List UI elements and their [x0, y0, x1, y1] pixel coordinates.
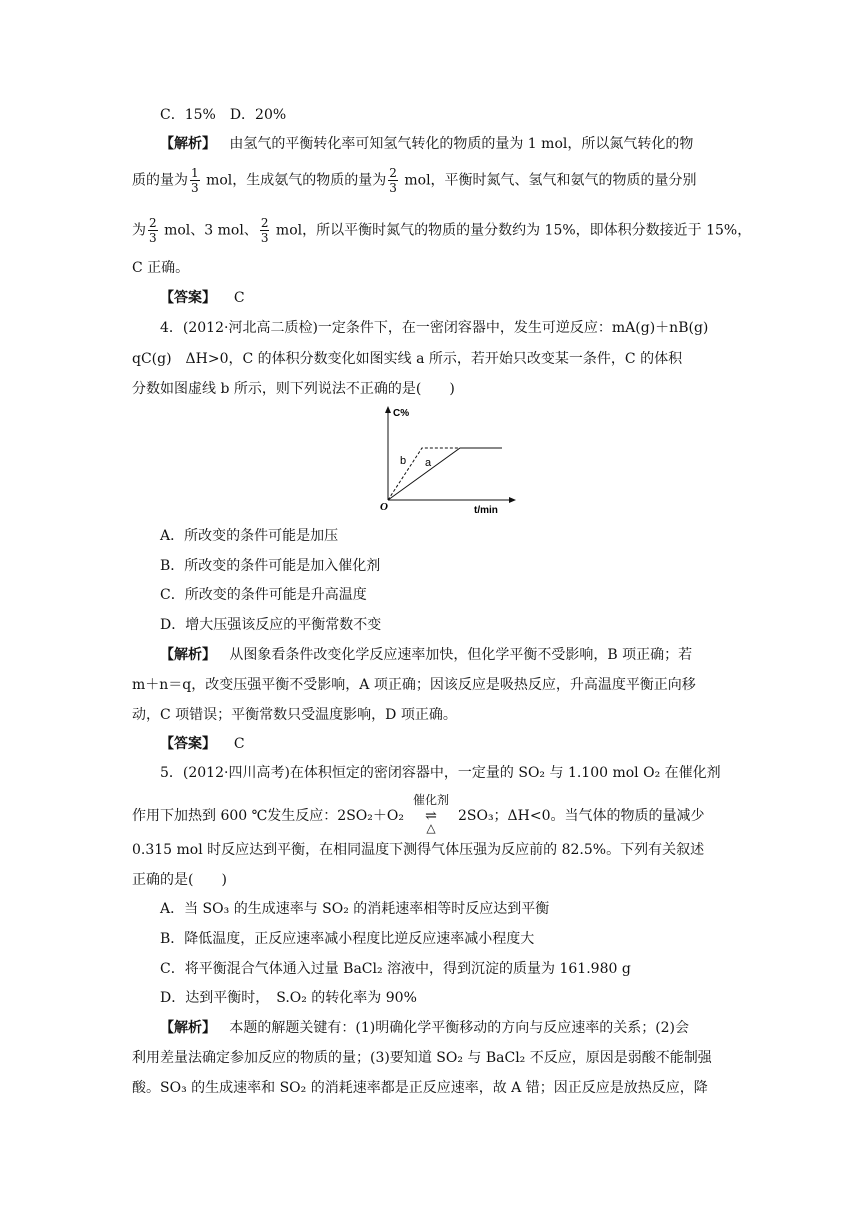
q5-stem-line4: 正确的是( ): [132, 872, 227, 888]
q5-stem-line2: 作用下加热到 600 ℃发生反应：2SO₂＋O₂ 催化剂 ⇌ △ 2SO₃；ΔH<0。当气体的物质的量减少: [132, 806, 732, 826]
q3-analysis-line2: 质的量为 $\frac{1}{3}$ mol，生成氨气的物质的量为 $\frac{2}{3}$ mol，平衡时氮气、氢气和氨气的物质的量分别: [132, 166, 697, 195]
answer-value: C: [233, 736, 245, 752]
q4-stem-line3: 分数如图虚线 b 所示，则下列说法不正确的是( ): [132, 381, 455, 397]
q4-option-d: D．增大压强该反应的平衡常数不变: [160, 617, 382, 633]
q5-option-c: C．将平衡混合气体通入过量 BaCl₂ 溶液中，得到沉淀的质量为 161.980 g: [160, 961, 631, 977]
catalyst-label: 催化剂: [412, 793, 449, 807]
q4-analysis-line2: m＋n＝q，改变压强平衡不受影响，A 项正确；因该反应是吸热反应，升高温度平衡正向移: [132, 677, 696, 693]
q3-options-cd: C．15% D．20%: [160, 107, 287, 123]
q4-analysis-line1: [160, 645, 760, 665]
q5-analysis-line3: 酸。SO₃ 的生成速率和 SO₂ 的消耗速率都是正反应速率，故 A 错；因正反应是放热反应，降: [132, 1080, 708, 1096]
q5-stem-line3: 0.315 mol 时反应达到平衡，在相同温度下测得气体压强为反应前的 82.5%。下列有关叙述: [132, 842, 705, 858]
q5-analysis-line1: [160, 1018, 760, 1038]
q5-option-b: B．降低温度，正反应速率减小程度比逆反应速率减小程度大: [160, 931, 535, 947]
q4-option-b: B．所改变的条件可能是加入催化剂: [160, 558, 381, 574]
origin-label: O: [380, 501, 388, 513]
q4-figure: [378, 404, 518, 516]
fraction-two-thirds: $\frac{2}{3}$: [389, 166, 397, 195]
q3-analysis-line4: C 正确。: [132, 260, 190, 276]
q4-stem-line1: 4．(2012·河北高二质检)一定条件下，在一密闭容器中，发生可逆反应：mA(g)＋nB(g): [160, 320, 709, 336]
fraction-two-thirds: $\frac{2}{3}$: [149, 216, 157, 245]
analysis-text: 从图象看条件改变化学反应速率加快，但化学平衡不受影响，B 项正确；若: [229, 647, 693, 663]
analysis-tag: 【解析】: [160, 1020, 216, 1036]
q5-analysis-line2: 利用差量法确定参加反应的物质的量；(3)要知道 SO₂ 与 BaCl₂ 不反应，原因是弱酸不能制强: [132, 1050, 712, 1066]
q3-analysis-line1: [160, 134, 760, 154]
answer-tag: 【答案】: [160, 290, 216, 306]
q4-option-a: A．所改变的条件可能是加压: [160, 528, 339, 544]
q5-stem-line1: 5．(2012·四川高考)在体积恒定的密闭容器中，一定量的 SO₂ 与 1.100 mol O₂ 在催化剂: [160, 765, 721, 781]
y-axis-arrow: [385, 406, 391, 413]
q4-answer: [160, 734, 760, 754]
q3-answer: [160, 288, 760, 308]
analysis-text: 本题的解题关键有：(1)明确化学平衡移动的方向与反应速率的关系；(2)会: [229, 1020, 690, 1036]
q5-option-d: D．达到平衡时， S.O₂ 的转化率为 90%: [160, 990, 417, 1006]
q3-analysis-line3: 为 $\frac{2}{3}$ mol、3 mol、 $\frac{2}{3}$ mol，所以平衡时氮气的物质的量分数约为 15%，即体积分数接近于 15%，: [132, 216, 752, 245]
q4-option-c: C．所改变的条件可能是升高温度: [160, 587, 367, 603]
q5-option-a: A．当 SO₃ 的生成速率与 SO₂ 的消耗速率相等时反应达到平衡: [160, 901, 550, 917]
answer-value: C: [233, 290, 245, 306]
q4-analysis-line3: 动，C 项错误；平衡常数只受温度影响，D 项正确。: [132, 707, 457, 723]
curve-b-label: b: [400, 455, 407, 467]
y-axis-label: C%: [393, 408, 410, 419]
reaction-arrow: 催化剂 ⇌ △: [404, 806, 458, 826]
heat-symbol: △: [426, 821, 436, 835]
answer-tag: 【答案】: [160, 736, 216, 752]
analysis-tag: 【解析】: [160, 136, 216, 152]
x-axis-label: t/min: [474, 505, 498, 516]
fraction-one-third: $\frac{1}{3}$: [191, 166, 199, 195]
q4-stem-line2: qC(g) ΔH>0，C 的体积分数变化如图实线 a 所示，若开始只改变某一条件，C 的体积: [132, 351, 683, 367]
x-axis-arrow: [509, 497, 516, 503]
analysis-text: 由氢气的平衡转化率可知氢气转化的物质的量为 1 mol，所以氮气转化的物: [229, 136, 694, 152]
analysis-tag: 【解析】: [160, 647, 216, 663]
curve-a-label: a: [425, 457, 432, 469]
fraction-two-thirds: $\frac{2}{3}$: [260, 216, 269, 245]
